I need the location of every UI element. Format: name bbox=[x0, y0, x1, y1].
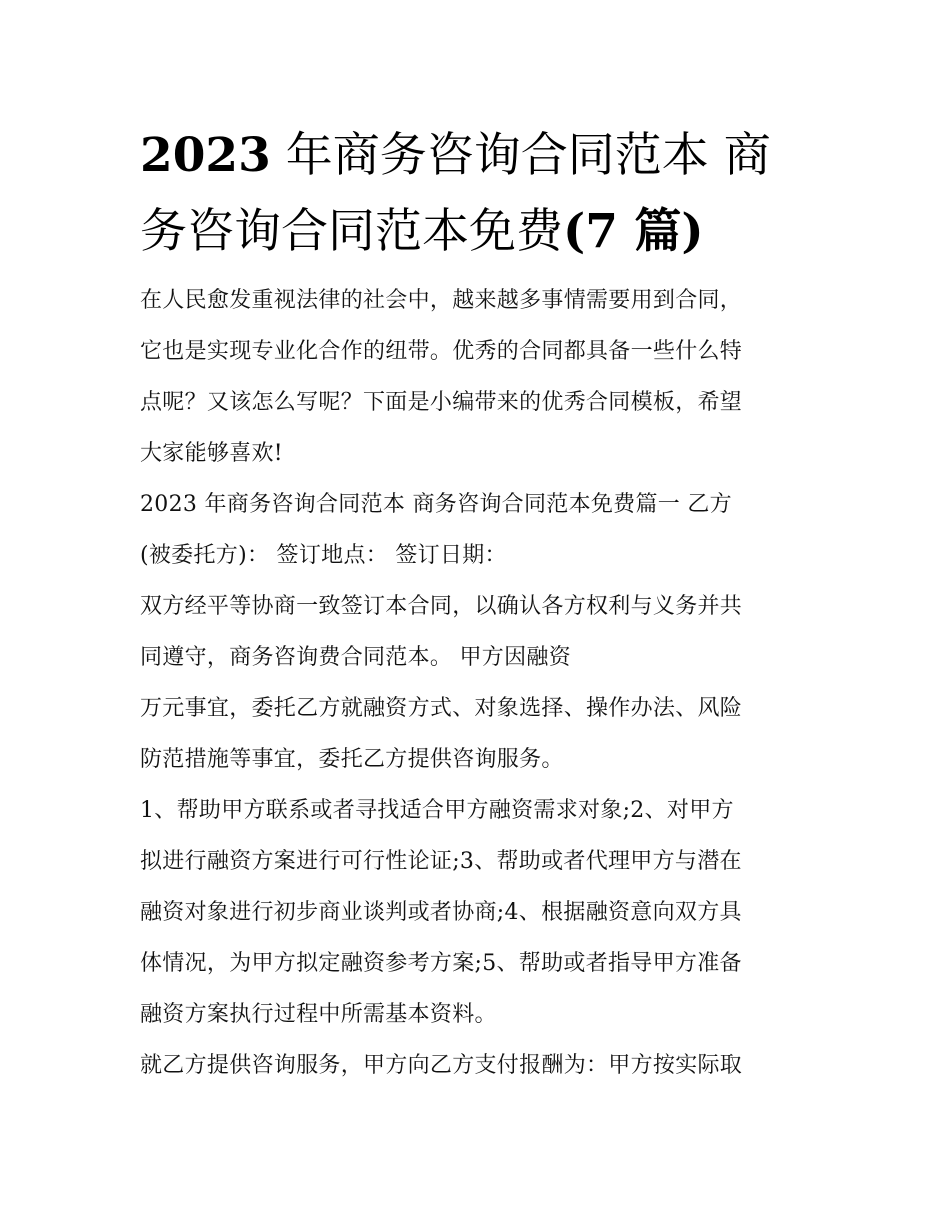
title-year: 2023 bbox=[140, 128, 271, 183]
body-line: 万元事宜，委托乙方就融资方式、对象选择、操作办法、风险 bbox=[140, 696, 743, 721]
body-line: 融资对象进行初步商业谈判或者协商;4、根据融资意向双方具 bbox=[140, 900, 742, 925]
body-line: 同遵守，商务咨询费合同范本。 甲方因融资 bbox=[140, 645, 571, 670]
body-line: 体情况，为甲方拟定融资参考方案;5、帮助或者指导甲方准备 bbox=[140, 951, 742, 976]
title-count-open: (7 bbox=[563, 204, 618, 259]
body-line: 大家能够喜欢! bbox=[140, 441, 283, 466]
title-line-1 bbox=[140, 128, 771, 183]
body-line: 它也是实现专业化合作的纽带。优秀的合同都具备一些什么特 bbox=[140, 339, 743, 364]
body-line: 在人民愈发重视法律的社会中，越来越多事情需要用到合同， bbox=[140, 288, 743, 313]
body-line: 防范措施等事宜，委托乙方提供咨询服务。 bbox=[140, 747, 564, 772]
body-line: 拟进行融资方案进行可行性论证;3、帮助或者代理甲方与潜在 bbox=[140, 849, 742, 874]
title-count-close: 篇) bbox=[617, 204, 704, 259]
body-line: 就乙方提供咨询服务，甲方向乙方支付报酬为：甲方按实际取 bbox=[140, 1053, 743, 1078]
body-line: (被委托方)： 签订地点： 签订日期： bbox=[140, 543, 507, 568]
body-line: 融资方案执行过程中所需基本资料。 bbox=[140, 1002, 497, 1027]
body-line: 点呢？又该怎么写呢？下面是小编带来的优秀合同模板，希望 bbox=[140, 390, 743, 415]
body-line: 双方经平等协商一致签订本合同，以确认各方权利与义务并共 bbox=[140, 594, 743, 619]
body-line: 2023 年商务咨询合同范本 商务咨询合同范本免费篇一 乙方 bbox=[140, 492, 732, 517]
document-title bbox=[140, 118, 820, 270]
document-body bbox=[140, 283, 820, 1099]
title-line-2 bbox=[140, 204, 704, 259]
body-line: 1、帮助甲方联系或者寻找适合甲方融资需求对象;2、对甲方 bbox=[140, 798, 734, 823]
title-line-1-text: 年商务咨询合同范本 商 bbox=[270, 128, 771, 183]
title-line-2-text: 务咨询合同范本免费 bbox=[140, 204, 563, 259]
